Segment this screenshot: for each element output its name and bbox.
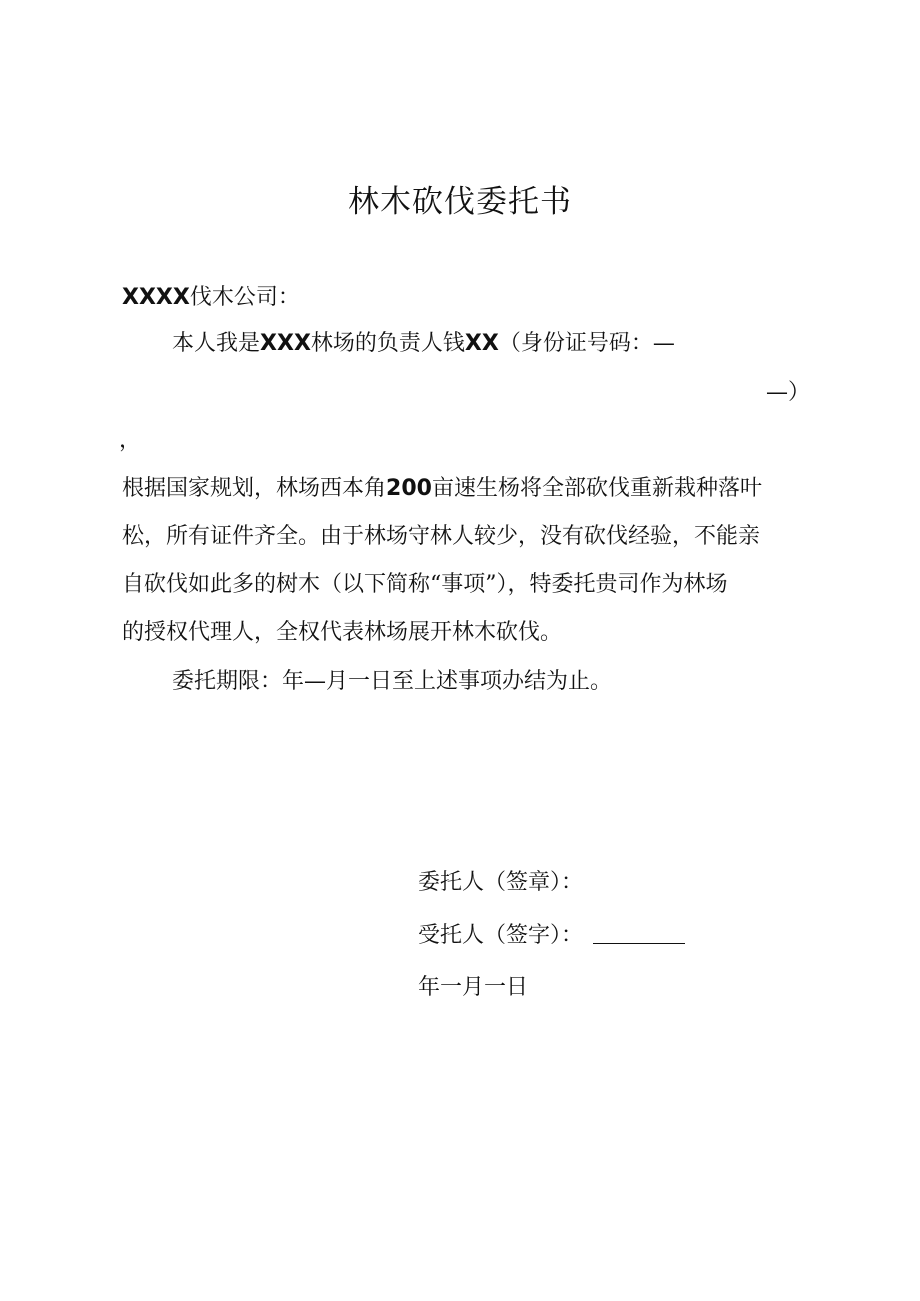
farm-code: XXX <box>260 331 311 356</box>
paragraph2-line4: 的授权代理人，全权代表林场展开林木砍伐。 <box>122 620 563 645</box>
paragraph1-prefix: 本人我是 <box>172 331 261 356</box>
paragraph2-line2: 松，所有证件齐全。由于林场守林人较少，没有砍伐经验，不能亲 <box>122 524 761 549</box>
principal-signature-label: 委托人（签章）： <box>418 870 584 895</box>
company-code: XXXX <box>122 285 190 310</box>
paragraph1-line1 <box>172 329 675 359</box>
agent-signature-blank <box>593 921 685 944</box>
paragraph2-line3: 自砍伐如此多的树木（以下简称“事项”），特委托贵司作为林场 <box>122 572 728 597</box>
term-line: 委托期限：年—月一日至上述事项办结为止。 <box>172 669 613 694</box>
document-title: 林木砍伐委托书 <box>348 184 572 220</box>
id-label: （身份证号码：— <box>498 331 675 356</box>
company-suffix: 伐木公司： <box>189 285 300 310</box>
signature-date: 年一月一日 <box>418 975 529 1000</box>
area-number: 200 <box>386 476 432 501</box>
salutation <box>122 283 300 313</box>
agent-signature-label: 受托人（签字）： <box>418 923 584 948</box>
paragraph1-comma: ， <box>119 428 142 453</box>
paragraph2-line1-prefix: 根据国家规划，林场西本角 <box>122 476 387 501</box>
id-number-end: —） <box>766 380 811 405</box>
paragraph1-middle: 林场的负责人钱 <box>310 331 465 356</box>
agent-signature-line <box>418 921 685 951</box>
paragraph2-line1 <box>122 474 762 504</box>
paragraph2-line1-suffix: 亩速生杨将全部砍伐重新栽种落叶 <box>431 476 762 501</box>
name-code: XX <box>464 331 499 356</box>
